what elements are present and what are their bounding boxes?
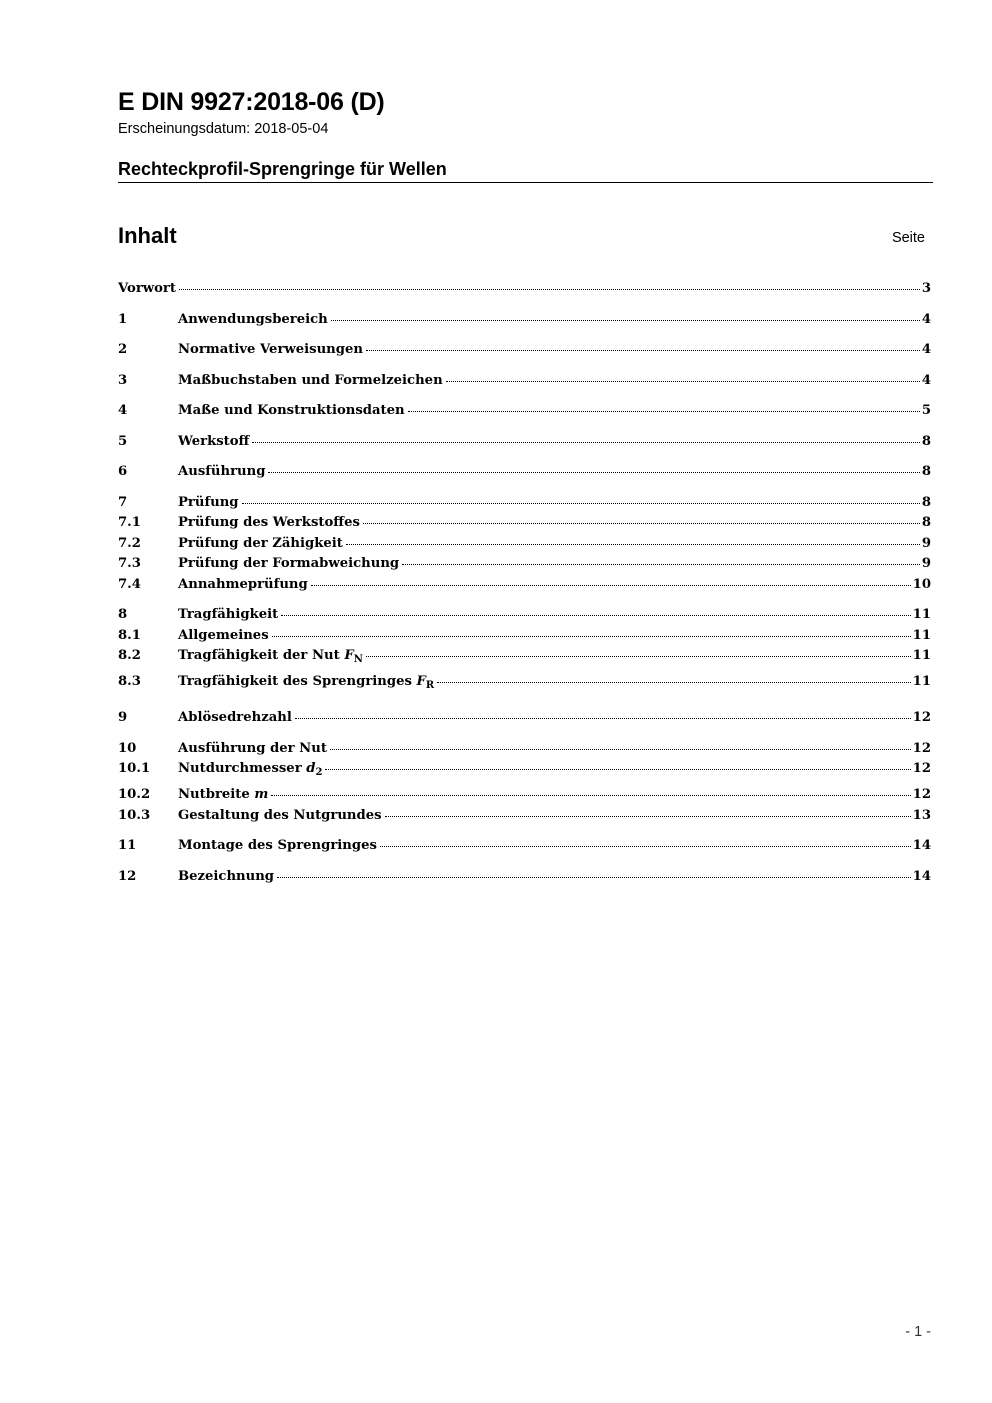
toc-entry-page: 14	[912, 838, 931, 853]
toc-entry-number: 1	[118, 311, 128, 327]
toc-entry-title: Prüfung der Zähigkeit	[178, 535, 343, 551]
toc-entry-number: 4	[118, 403, 128, 418]
page-number: - 1 -	[905, 1324, 931, 1340]
toc-entry-7-3[interactable]	[118, 554, 931, 575]
dot-leader	[331, 320, 920, 321]
dot-leader	[380, 846, 911, 847]
toc-entry-page: 12	[912, 787, 931, 802]
toc-entry-number: 2	[118, 342, 128, 357]
toc-entry-number: 3	[118, 372, 128, 388]
dot-leader	[271, 795, 910, 796]
toc-entry-page: 8	[921, 515, 931, 530]
toc-entry-7-4[interactable]	[118, 575, 931, 596]
dot-leader	[408, 411, 920, 412]
publication-date: Erscheinungsdatum: 2018-05-04	[118, 121, 329, 137]
toc-entry-number: 11	[118, 838, 137, 853]
dot-leader	[437, 682, 910, 683]
toc-entry-title: Anwendungsbereich	[178, 311, 328, 327]
toc-entry-number: 7.1	[118, 515, 141, 530]
dot-leader	[402, 564, 920, 565]
toc-entry-title: Vorwort	[118, 281, 176, 296]
toc-entry-page: 11	[912, 627, 931, 643]
toc-entry-title: Nutdurchmesser $d_2$	[178, 761, 323, 778]
dot-leader	[272, 636, 911, 637]
toc-entry-2[interactable]	[118, 340, 931, 361]
toc-entry-title: Ausführung der Nut	[178, 740, 327, 756]
toc-entry-page: 4	[921, 372, 931, 388]
formula-subscript: R	[425, 680, 435, 691]
toc-entry-title: Tragfähigkeit der Nut $F_N$	[178, 648, 363, 665]
toc-entry-title: Ablösedrehzahl	[178, 710, 292, 725]
formula-symbol: F	[416, 674, 426, 689]
toc-entry-number: 10.1	[118, 761, 151, 776]
dot-leader	[325, 769, 910, 770]
formula-symbol: F	[344, 648, 354, 663]
toc-entry-7-2[interactable]	[118, 534, 931, 555]
toc-entry-8-2[interactable]	[118, 646, 931, 672]
toc-entry-page: 5	[921, 403, 931, 418]
toc-entry-vorwort[interactable]	[118, 279, 931, 300]
dot-leader	[363, 523, 920, 524]
toc-entry-title: Tragfähigkeit des Sprengringes $F_R$	[178, 674, 435, 691]
toc-entry-title: Normative Verweisungen	[178, 342, 363, 357]
toc-entry-number: 8.2	[118, 648, 141, 663]
toc-entry-page: 4	[921, 342, 931, 357]
dot-leader	[179, 289, 920, 290]
toc-entry-page: 9	[921, 535, 931, 551]
toc-entry-page: 8	[921, 494, 931, 510]
formula-subscript: N	[353, 654, 363, 665]
toc-entry-number: 6	[118, 464, 128, 479]
toc-entry-page: 8	[921, 433, 931, 449]
formula-symbol: m	[254, 787, 269, 802]
toc-entry-3[interactable]	[118, 371, 931, 392]
toc-entry-10-1[interactable]	[118, 759, 931, 785]
toc-entry-number: 7.4	[118, 576, 141, 592]
dot-leader	[242, 503, 920, 504]
toc-entry-number: 7.3	[118, 556, 141, 571]
toc-entry-page: 3	[921, 281, 931, 296]
dot-leader	[346, 544, 920, 545]
dot-leader	[330, 749, 911, 750]
toc-entry-number: 10.3	[118, 807, 151, 823]
toc-entry-page: 11	[912, 648, 931, 663]
toc-entry-number: 9	[118, 710, 128, 725]
dot-leader	[277, 877, 911, 878]
toc-heading: Inhalt	[118, 223, 177, 248]
toc-entry-title: Tragfähigkeit	[178, 607, 279, 622]
formula-symbol: d	[306, 761, 316, 776]
dot-leader	[366, 350, 920, 351]
toc-entry-page: 11	[912, 607, 931, 622]
dot-leader	[281, 615, 910, 616]
toc-entry-title: Prüfung der Formabweichung	[178, 556, 400, 571]
toc-entry-7-1[interactable]	[118, 513, 931, 534]
toc-entry-title: Prüfung des Werkstoffes	[178, 515, 360, 530]
toc-entry-title: Prüfung	[178, 494, 239, 510]
dot-leader	[385, 816, 911, 817]
toc-entry-5[interactable]	[118, 432, 931, 453]
toc-entry-page: 12	[912, 710, 931, 725]
toc-entry-title: Nutbreite m	[178, 787, 269, 802]
toc-entry-page: 11	[912, 674, 931, 689]
formula-subscript: 2	[315, 767, 323, 778]
table-of-contents	[118, 276, 931, 887]
toc-entry-page: 4	[921, 311, 931, 327]
toc-entry-8-3[interactable]	[118, 672, 931, 698]
toc-entry-number: 7	[118, 494, 128, 510]
toc-entry-7[interactable]	[118, 493, 931, 514]
toc-entry-1[interactable]	[118, 310, 931, 331]
dot-leader	[295, 718, 911, 719]
dot-leader	[311, 585, 911, 586]
toc-entry-number: 5	[118, 433, 128, 449]
toc-entry-title: Allgemeines	[178, 627, 269, 643]
toc-entry-10-2[interactable]	[118, 785, 931, 806]
toc-entry-4[interactable]	[118, 401, 931, 422]
toc-entry-8-1[interactable]	[118, 626, 931, 647]
toc-entry-8[interactable]	[118, 605, 931, 626]
toc-entry-11[interactable]	[118, 836, 931, 857]
toc-entry-number: 8	[118, 607, 128, 622]
toc-entry-number: 12	[118, 868, 137, 884]
toc-entry-6[interactable]	[118, 462, 931, 483]
toc-entry-title: Montage des Sprengringes	[178, 838, 377, 853]
toc-entry-title: Annahmeprüfung	[178, 576, 308, 592]
toc-entry-12[interactable]	[118, 867, 931, 888]
toc-entry-title: Gestaltung des Nutgrundes	[178, 807, 382, 823]
toc-entry-number: 8.3	[118, 674, 141, 689]
toc-entry-9[interactable]	[118, 708, 931, 729]
toc-entry-title: Bezeichnung	[178, 868, 275, 884]
toc-entry-10[interactable]	[118, 739, 931, 760]
toc-entry-number: 10.2	[118, 787, 151, 802]
toc-entry-title: Werkstoff	[178, 433, 250, 449]
dot-leader	[252, 442, 919, 443]
toc-entry-number: 7.2	[118, 535, 141, 551]
document-id: E DIN 9927:2018-06 (D)	[118, 88, 385, 116]
dot-leader	[446, 381, 920, 382]
toc-entry-number: 10	[118, 740, 137, 756]
toc-entry-number: 8.1	[118, 627, 141, 643]
toc-entry-page: 10	[912, 576, 931, 592]
toc-entry-page: 13	[912, 807, 931, 823]
toc-entry-title: Maßbuchstaben und Formelzeichen	[178, 372, 443, 388]
header-divider	[118, 182, 933, 183]
dot-leader	[366, 656, 911, 657]
toc-entry-title: Maße und Konstruktionsdaten	[178, 403, 405, 418]
document-subject: Rechteckprofil-Sprengringe für Wellen	[118, 159, 447, 179]
toc-entry-page: 8	[921, 464, 931, 479]
toc-entry-page: 12	[912, 740, 931, 756]
toc-entry-page: 9	[921, 556, 931, 571]
toc-entry-10-3[interactable]	[118, 806, 931, 827]
page-column-label: Seite	[891, 230, 925, 246]
toc-entry-title: Ausführung	[178, 464, 266, 479]
toc-entry-page: 12	[912, 761, 931, 776]
toc-entry-page: 14	[912, 868, 931, 884]
dot-leader	[268, 472, 919, 473]
